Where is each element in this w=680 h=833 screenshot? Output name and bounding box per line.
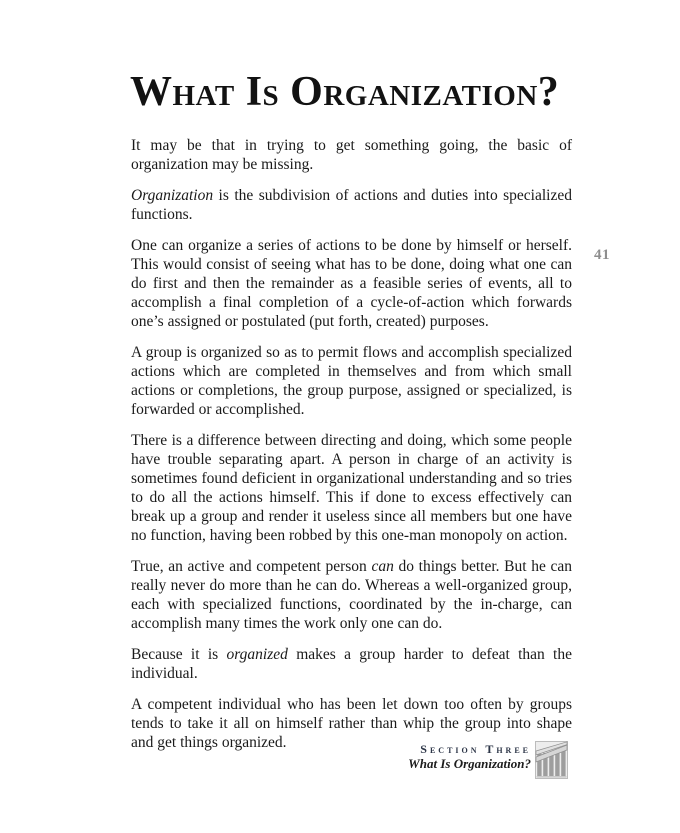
body-paragraphs bbox=[131, 136, 572, 764]
text-run: Because it is bbox=[131, 646, 227, 663]
text-run: A group is organized so as to permit flows and accomplish specialized actions which are completed in themselves and from which small actions or completions, the group purpose, assigned or specialized, is forwarded or accomplished. bbox=[131, 344, 572, 418]
page-footer bbox=[0, 741, 568, 779]
section-label: Section Three bbox=[420, 742, 531, 756]
text-run: A competent individual who has been let down too often by groups tends to take it all on himself rather than whip the group into shape and get things organized. bbox=[131, 696, 572, 751]
text-run: It may be that in trying to get something going, the basic of organization may be missing. bbox=[131, 137, 572, 173]
text-run: do things better. But he can really never do more than he can do. Whereas a well-organized group, each with specialized functions, coordinated by the in-charge, can accomplish many times the work only one can do. bbox=[131, 558, 573, 632]
text-run: There is a difference between directing and doing, which some people have trouble separating apart. A person in charge of an activity is sometimes found deficient in organizational understanding and so tries to do all the actions himself. This if done to excess effectively can break up a group and render it useless since all members but one have no function, having been robbed by this one-man monopoly on action. bbox=[131, 432, 572, 544]
paragraph bbox=[131, 186, 572, 224]
paragraph bbox=[131, 645, 572, 683]
text-run: One can organize a series of actions to be done by himself or herself. This would consist of seeing what has to be done, doing what one can do first and then the remainder as a feasible series of events, all to accomplish a final completion of a cycle-of-action which forwards one’s assigned or postulated (put forth, created) purposes. bbox=[131, 237, 572, 330]
paragraph bbox=[131, 236, 572, 331]
paragraph bbox=[131, 343, 572, 419]
paragraph bbox=[131, 557, 572, 633]
section-title: What Is Organization? bbox=[408, 756, 531, 771]
italic-text: organized bbox=[226, 646, 288, 663]
page-title: What Is Organization? bbox=[130, 69, 560, 116]
page-number: 41 bbox=[594, 247, 610, 263]
ruined-columns-icon bbox=[535, 741, 568, 779]
text-run: is the subdivision of actions and duties into specialized functions. bbox=[131, 187, 572, 223]
paragraph bbox=[131, 431, 572, 545]
italic-text: Organization bbox=[131, 187, 214, 204]
paragraph bbox=[131, 136, 572, 174]
footer-text bbox=[408, 741, 531, 771]
text-run: True, an active and competent person bbox=[131, 558, 372, 575]
italic-text: can bbox=[371, 558, 394, 575]
text-run: makes a group harder to defeat than the individual. bbox=[131, 646, 572, 682]
